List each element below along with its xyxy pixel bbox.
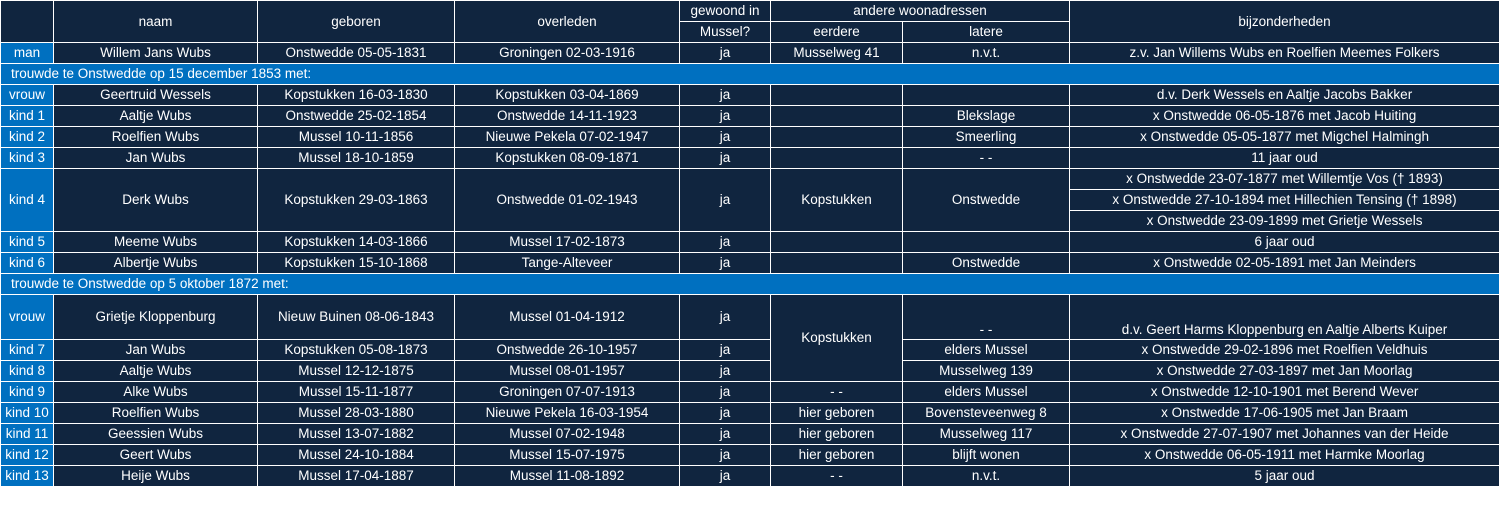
role-cell: vrouw [1,295,54,340]
naam-cell: Meeme Wubs [54,232,258,253]
eerdere-cell: Kopstukken [771,169,903,232]
gewoond-cell: ja [680,127,771,148]
table-row [1,466,1500,487]
header-andere: andere woonadressen [771,1,1070,22]
naam-cell: Geertruid Wessels [54,85,258,106]
geboren-cell: Mussel 24-10-1884 [258,445,455,466]
role-cell: kind 5 [1,232,54,253]
geboren-cell: Mussel 15-11-1877 [258,382,455,403]
header-empty [1,1,54,43]
latere-cell: Musselweg 139 [903,361,1070,382]
overleden-cell: Kopstukken 03-04-1869 [455,85,680,106]
naam-cell: Geert Wubs [54,445,258,466]
role-cell: kind 8 [1,361,54,382]
gewoond-cell: ja [680,148,771,169]
header-bijzonderheden: bijzonderheden [1070,1,1500,43]
header-gewoond-line2: Mussel? [680,22,771,43]
overleden-cell: Nieuwe Pekela 16-03-1954 [455,403,680,424]
eerdere-cell: Kopstukken [771,295,903,382]
role-cell: kind 11 [1,424,54,445]
table-row [1,361,1500,382]
bijzonderheden-cell: x Onstwedde 27-03-1897 met Jan Moorlag [1070,361,1500,382]
latere-cell: elders Mussel [903,382,1070,403]
gewoond-cell: ja [680,85,771,106]
latere-cell [903,232,1070,253]
header-eerdere: eerdere [771,22,903,43]
eerdere-cell [771,106,903,127]
gewoond-cell: ja [680,382,771,403]
table-row [1,43,1500,64]
latere-cell: n.v.t. [903,43,1070,64]
geboren-cell: Mussel 12-12-1875 [258,361,455,382]
geboren-cell: Kopstukken 05-08-1873 [258,340,455,361]
overleden-cell: Mussel 07-02-1948 [455,424,680,445]
table-row [1,424,1500,445]
overleden-cell: Mussel 15-07-1975 [455,445,680,466]
bijzonderheden-cell: d.v. Geert Harms Kloppenburg en Aaltje Alberts Kuiper [1070,295,1500,340]
bijzonderheden-cell: x Onstwedde 05-05-1877 met Migchel Halmingh [1070,127,1500,148]
naam-cell: Derk Wubs [54,169,258,232]
bijzonderheden-cell: x Onstwedde 02-05-1891 met Jan Meinders [1070,253,1500,274]
section-marriage-1: trouwde te Onstwedde op 15 december 1853 met: [1,64,1500,85]
overleden-cell: Kopstukken 08-09-1871 [455,148,680,169]
role-cell: kind 12 [1,445,54,466]
overleden-cell: Onstwedde 01-02-1943 [455,169,680,232]
latere-cell: - - [903,148,1070,169]
geboren-cell: Kopstukken 14-03-1866 [258,232,455,253]
table-row [1,253,1500,274]
naam-cell: Roelfien Wubs [54,127,258,148]
naam-cell: Albertje Wubs [54,253,258,274]
eerdere-cell [771,148,903,169]
latere-cell: Smeerling [903,127,1070,148]
naam-cell: Alke Wubs [54,382,258,403]
eerdere-cell: hier geboren [771,445,903,466]
role-cell: kind 9 [1,382,54,403]
bijzonderheden-cell: x Onstwedde 27-10-1894 met Hillechien Tensing († 1898) [1070,190,1500,211]
naam-cell: Jan Wubs [54,340,258,361]
overleden-cell: Onstwedde 26-10-1957 [455,340,680,361]
eerdere-cell: - - [771,382,903,403]
eerdere-cell [771,253,903,274]
table-row [1,295,1500,340]
bijzonderheden-cell: x Onstwedde 23-07-1877 met Willemtje Vos († 1893) [1070,169,1500,190]
bijzonderheden-cell: 11 jaar oud [1070,148,1500,169]
role-cell: kind 3 [1,148,54,169]
table-row [1,127,1500,148]
header-geboren: geboren [258,1,455,43]
latere-cell: - - [903,295,1070,340]
section-row [1,274,1500,295]
section-row [1,64,1500,85]
gewoond-cell: ja [680,106,771,127]
header-row [1,1,1500,22]
naam-cell: Willem Jans Wubs [54,43,258,64]
bijzonderheden-cell: x Onstwedde 27-07-1907 met Johannes van der Heide [1070,424,1500,445]
geboren-cell: Onstwedde 25-02-1854 [258,106,455,127]
naam-cell: Heije Wubs [54,466,258,487]
eerdere-cell: hier geboren [771,403,903,424]
bijzonderheden-cell: 6 jaar oud [1070,232,1500,253]
bijzonderheden-cell: x Onstwedde 06-05-1911 met Harmke Moorlag [1070,445,1500,466]
gewoond-cell: ja [680,43,771,64]
gewoond-cell: ja [680,340,771,361]
eerdere-cell [771,85,903,106]
geboren-cell: Mussel 18-10-1859 [258,148,455,169]
gewoond-cell: ja [680,169,771,232]
naam-cell: Roelfien Wubs [54,403,258,424]
bijzonderheden-cell: x Onstwedde 29-02-1896 met Roelfien Veldhuis [1070,340,1500,361]
latere-cell: blijft wonen [903,445,1070,466]
header-overleden: overleden [455,1,680,43]
role-cell: vrouw [1,85,54,106]
table-row [1,403,1500,424]
eerdere-cell: - - [771,466,903,487]
overleden-cell: Mussel 17-02-1873 [455,232,680,253]
gewoond-cell: ja [680,253,771,274]
naam-cell: Aaltje Wubs [54,361,258,382]
geboren-cell: Mussel 10-11-1856 [258,127,455,148]
bijzonderheden-cell: x Onstwedde 17-06-1905 met Jan Braam [1070,403,1500,424]
role-cell: man [1,43,54,64]
bijzonderheden-cell: x Onstwedde 12-10-1901 met Berend Wever [1070,382,1500,403]
geboren-cell: Nieuw Buinen 08-06-1843 [258,295,455,340]
geboren-cell: Kopstukken 16-03-1830 [258,85,455,106]
gewoond-cell: ja [680,445,771,466]
naam-cell: Geessien Wubs [54,424,258,445]
latere-cell: Onstwedde [903,253,1070,274]
overleden-cell: Nieuwe Pekela 07-02-1947 [455,127,680,148]
overleden-cell: Mussel 08-01-1957 [455,361,680,382]
latere-cell: Onstwedde [903,169,1070,232]
bijzonderheden-cell: x Onstwedde 23-09-1899 met Grietje Wessels [1070,211,1500,232]
gewoond-cell: ja [680,232,771,253]
table-row [1,85,1500,106]
latere-cell: n.v.t. [903,466,1070,487]
table-row [1,169,1500,190]
geboren-cell: Onstwedde 05-05-1831 [258,43,455,64]
header-latere: latere [903,22,1070,43]
latere-cell: elders Mussel [903,340,1070,361]
table-row [1,382,1500,403]
role-cell: kind 10 [1,403,54,424]
bijzonderheden-cell: 5 jaar oud [1070,466,1500,487]
latere-cell: Bovensteveenweg 8 [903,403,1070,424]
overleden-cell: Groningen 02-03-1916 [455,43,680,64]
gewoond-cell: ja [680,295,771,340]
role-cell: kind 13 [1,466,54,487]
bijzonderheden-cell: x Onstwedde 06-05-1876 met Jacob Huiting [1070,106,1500,127]
eerdere-cell: Musselweg 41 [771,43,903,64]
eerdere-cell [771,232,903,253]
section-marriage-2: trouwde te Onstwedde op 5 oktober 1872 met: [1,274,1500,295]
gewoond-cell: ja [680,361,771,382]
eerdere-cell [771,127,903,148]
geboren-cell: Mussel 28-03-1880 [258,403,455,424]
table-row [1,445,1500,466]
gewoond-cell: ja [680,403,771,424]
gewoond-cell: ja [680,466,771,487]
latere-cell: Blekslage [903,106,1070,127]
latere-cell [903,85,1070,106]
overleden-cell: Mussel 11-08-1892 [455,466,680,487]
role-cell: kind 2 [1,127,54,148]
header-naam: naam [54,1,258,43]
bijzonderheden-cell: z.v. Jan Willems Wubs en Roelfien Meemes Folkers [1070,43,1500,64]
table-row [1,232,1500,253]
overleden-cell: Groningen 07-07-1913 [455,382,680,403]
geboren-cell: Kopstukken 15-10-1868 [258,253,455,274]
latere-cell: Musselweg 117 [903,424,1070,445]
naam-cell: Jan Wubs [54,148,258,169]
overleden-cell: Onstwedde 14-11-1923 [455,106,680,127]
role-cell: kind 1 [1,106,54,127]
bijzonderheden-cell: d.v. Derk Wessels en Aaltje Jacobs Bakker [1070,85,1500,106]
table-row [1,148,1500,169]
naam-cell: Aaltje Wubs [54,106,258,127]
role-cell: kind 4 [1,169,54,232]
role-cell: kind 6 [1,253,54,274]
geboren-cell: Kopstukken 29-03-1863 [258,169,455,232]
overleden-cell: Tange-Alteveer [455,253,680,274]
gewoond-cell: ja [680,424,771,445]
geboren-cell: Mussel 13-07-1882 [258,424,455,445]
geboren-cell: Mussel 17-04-1887 [258,466,455,487]
eerdere-cell: hier geboren [771,424,903,445]
header-gewoond-line1: gewoond in [680,1,771,22]
naam-cell: Grietje Kloppenburg [54,295,258,340]
role-cell: kind 7 [1,340,54,361]
table-row [1,106,1500,127]
overleden-cell: Mussel 01-04-1912 [455,295,680,340]
table-row [1,340,1500,361]
